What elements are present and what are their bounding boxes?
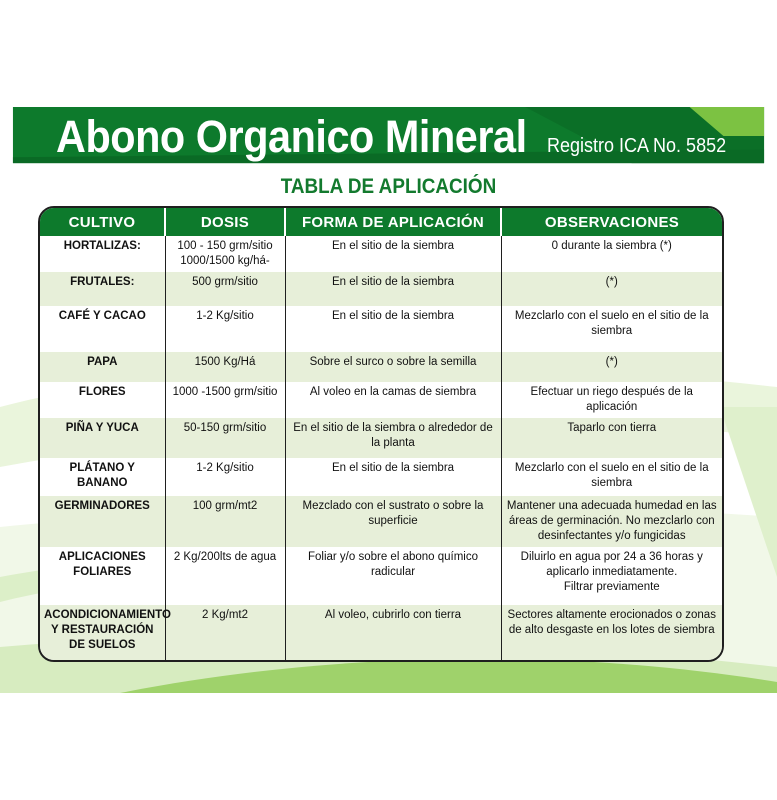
cell-dosis: 50-150 grm/sitio: [165, 418, 285, 458]
cell-forma: Sobre el surco o sobre la semilla: [285, 352, 501, 382]
cell-cultivo: APLICACIONES FOLIARES: [40, 547, 165, 605]
cell-forma: En el sitio de la siembra: [285, 272, 501, 306]
cell-obs: Diluirlo en agua por 24 a 36 horas y aplicarlo inmediatamente. Filtrar previamente: [501, 547, 722, 605]
cell-dosis: 2 Kg/mt2: [165, 605, 285, 661]
table-body: [40, 236, 722, 661]
cell-cultivo: CAFÉ Y CACAO: [40, 306, 165, 352]
cell-cultivo: PAPA: [40, 352, 165, 382]
cell-dosis: 100 grm/mt2: [165, 496, 285, 547]
table-row: [40, 547, 722, 605]
cell-cultivo: FRUTALES:: [40, 272, 165, 306]
table-row: [40, 605, 722, 661]
cell-forma: En el sitio de la siembra: [285, 236, 501, 272]
cell-dosis: 100 - 150 grm/sitio 1000/1500 kg/há-: [165, 236, 285, 272]
cell-dosis: 1-2 Kg/sitio: [165, 306, 285, 352]
cell-obs: Mantener una adecuada humedad en las áreas de germinación. No mezclarlo con desinfectantes y/o fungicidas: [501, 496, 722, 547]
cell-obs: 0 durante la siembra (*): [501, 236, 722, 272]
cell-dosis: 1-2 Kg/sitio: [165, 458, 285, 496]
cell-obs: Sectores altamente erocionados o zonas de alto desgaste en los lotes de siembra: [501, 605, 722, 661]
table-subtitle: TABLA DE APLICACIÓN: [280, 175, 497, 198]
cell-dosis: 500 grm/sitio: [165, 272, 285, 306]
application-table: [40, 208, 722, 661]
cell-dosis: 1000 -1500 grm/sitio: [165, 382, 285, 418]
application-table-frame: [38, 206, 724, 662]
header-forma: FORMA DE APLICACIÓN: [285, 208, 501, 236]
table-row: [40, 236, 722, 272]
cell-forma: Al voleo, cubrirlo con tierra: [285, 605, 501, 661]
table-row: [40, 352, 722, 382]
cell-obs: Efectuar un riego después de la aplicación: [501, 382, 722, 418]
table-row: [40, 272, 722, 306]
cell-forma: Al voleo en la camas de siembra: [285, 382, 501, 418]
table-header-row: [40, 208, 722, 236]
cell-obs: (*): [501, 352, 722, 382]
header-cultivo: CULTIVO: [40, 208, 165, 236]
header-observaciones: OBSERVACIONES: [501, 208, 722, 236]
cell-cultivo: FLORES: [40, 382, 165, 418]
header-dosis: DOSIS: [165, 208, 285, 236]
cell-obs: Mezclarlo con el suelo en el sitio de la siembra: [501, 458, 722, 496]
page-title: Abono Organico Mineral: [56, 111, 527, 162]
cell-dosis: 2 Kg/200lts de agua: [165, 547, 285, 605]
registration-number: Registro ICA No. 5852: [547, 135, 727, 157]
table-row: [40, 418, 722, 458]
cell-cultivo: PLÁTANO Y BANANO: [40, 458, 165, 496]
cell-forma: En el sitio de la siembra: [285, 458, 501, 496]
cell-obs: Taparlo con tierra: [501, 418, 722, 458]
cell-cultivo: ACONDICIONAMIENTO Y RESTAURACIÓN DE SUELOS: [40, 605, 165, 661]
cell-dosis: 1500 Kg/Há: [165, 352, 285, 382]
cell-obs: Mezclarlo con el suelo en el sitio de la siembra: [501, 306, 722, 352]
cell-cultivo: GERMINADORES: [40, 496, 165, 547]
cell-forma: Mezclado con el sustrato o sobre la superficie: [285, 496, 501, 547]
poster: [0, 107, 777, 693]
table-row: [40, 496, 722, 547]
table-row: [40, 306, 722, 352]
table-row: [40, 458, 722, 496]
cell-cultivo: HORTALIZAS:: [40, 236, 165, 272]
cell-forma: En el sitio de la siembra o alrededor de la planta: [285, 418, 501, 458]
table-row: [40, 382, 722, 418]
cell-forma: Foliar y/o sobre el abono químico radicular: [285, 547, 501, 605]
cell-obs: (*): [501, 272, 722, 306]
cell-cultivo: PIÑA Y YUCA: [40, 418, 165, 458]
cell-forma: En el sitio de la siembra: [285, 306, 501, 352]
